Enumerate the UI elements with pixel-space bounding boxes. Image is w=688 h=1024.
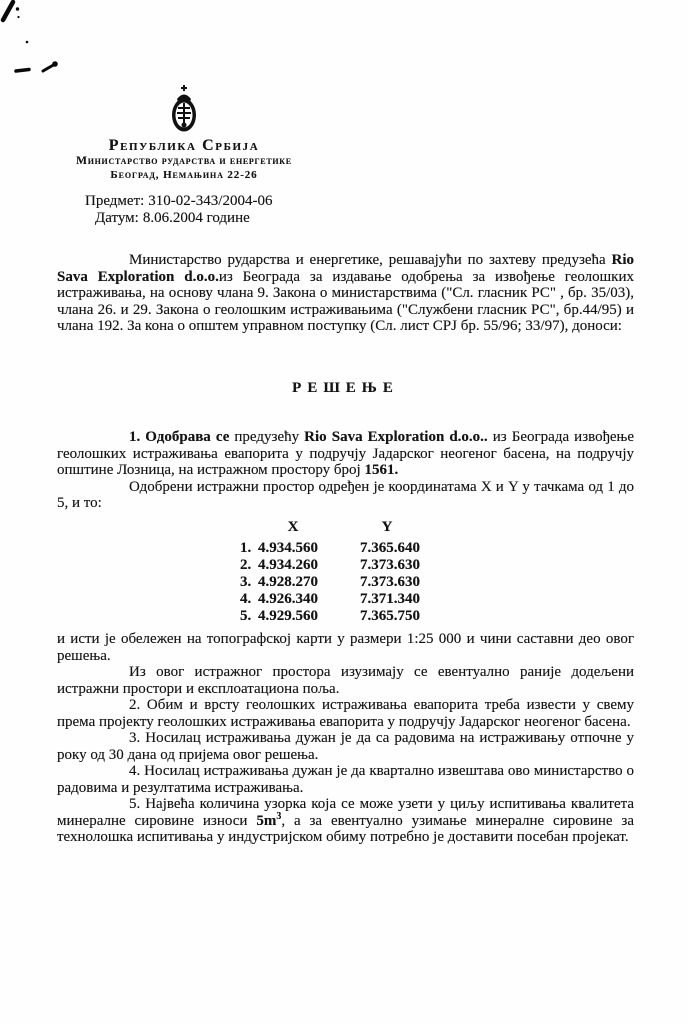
point-number: 4. bbox=[240, 591, 252, 607]
intro-text-1: Министарство рударства и енергетике, решавајући по захтеву предузећа bbox=[129, 252, 612, 268]
table-row bbox=[240, 591, 446, 608]
coordinates-leadin-paragraph: Одобрени истражни простор одређен је координатама X и Y у тачкама од 1 до 5, и то: bbox=[57, 478, 634, 511]
date-line bbox=[85, 210, 272, 227]
ministry-name: Министарство рударства и енергетике bbox=[76, 155, 292, 167]
item5-text-2: , а за евентуално узимање минералне сировине за технолошка испитивања у индустријском обиму потребно је доставити посебан пројекат. bbox=[57, 812, 634, 845]
item1-text-1: предузећу bbox=[229, 429, 305, 445]
sample-quantity-exponent: 3 bbox=[276, 810, 282, 822]
item3-paragraph: 3. Носилац истраживања дужан је да са радовима на истраживању отпочне у року од 30 дана од пријема овог решења. bbox=[57, 730, 634, 763]
y-coordinate: 7.373.630 bbox=[360, 557, 420, 573]
item5-text-1: 5. Највећа количина узорка која се може узети у циљу испитивања квалитета минералне сировине износи bbox=[57, 796, 634, 829]
items-block bbox=[57, 631, 634, 846]
item1-paragraph bbox=[57, 429, 634, 479]
coordinates-table bbox=[240, 519, 446, 625]
intro-paragraph bbox=[57, 252, 634, 335]
y-coordinate: 7.371.340 bbox=[360, 591, 420, 607]
item1-approval-bold: 1. Одобрава се bbox=[129, 429, 230, 445]
subject-number: 310-02-343/2004-06 bbox=[148, 193, 273, 209]
item1-block bbox=[57, 429, 634, 512]
x-coordinate: 4.929.560 bbox=[258, 608, 318, 624]
coords-x-header: X bbox=[287, 519, 299, 535]
date-value: 8.06.2004 године bbox=[142, 210, 250, 226]
intro-block bbox=[57, 252, 634, 335]
point-number: 3. bbox=[240, 574, 252, 590]
x-coordinate: 4.926.340 bbox=[258, 591, 318, 607]
x-coordinate: 4.934.260 bbox=[258, 557, 318, 573]
subject-label: Предмет: bbox=[85, 193, 145, 209]
sample-quantity bbox=[256, 810, 282, 829]
coords-y-header: Y bbox=[381, 519, 393, 535]
company-name: Rio Sava Exploration d.o.o. bbox=[57, 252, 634, 285]
exploration-area-number: 1561. bbox=[364, 462, 399, 478]
point-number: 2. bbox=[240, 557, 252, 573]
table-row bbox=[240, 608, 446, 625]
letterhead bbox=[34, 85, 334, 181]
exclusion-paragraph: Из овог истражног простора изузимају се евентуално раније додељени истражни простори и експлоатациона поља. bbox=[57, 664, 634, 697]
coat-of-arms-icon bbox=[170, 85, 198, 133]
y-coordinate: 7.365.640 bbox=[360, 540, 420, 556]
item1-text-2: из Београда извођење геолошких истраживања евапорита у подручју Јадарског неогеног басена, на подручју општине Лозница, на истражном простору број bbox=[57, 429, 634, 478]
decision-title: РЕШЕЊЕ bbox=[292, 380, 399, 396]
point-number: 5. bbox=[240, 608, 252, 624]
item5-paragraph bbox=[57, 796, 634, 846]
coords-header-row bbox=[240, 519, 446, 536]
item2-paragraph: 2. Обим и врсту геолошких истраживања евапорита треба извести у свему према пројекту геолошких истраживања евапорита у подручју Јадарског неогеног басена. bbox=[57, 697, 634, 730]
table-row bbox=[240, 540, 446, 557]
date-label: Датум: bbox=[95, 210, 139, 226]
intro-text-2: из Београда за издавање одобрења за извођење геолошких истраживања, на основу члана 9. Закона о министарствима ("Сл. гласник РС" , бр. 35/03), члана 26. и 29. Закона о геолошким истраживањима ("Службени гласник РС", бр.44/95) и члана 192. За кона о општем управном поступку (Сл. лист СРЈ бр. 55/96; 33/97), доноси: bbox=[57, 268, 634, 334]
table-row bbox=[240, 557, 446, 574]
table-row bbox=[240, 574, 446, 591]
x-coordinate: 4.934.560 bbox=[258, 540, 318, 556]
company-name: Rio Sava Exploration d.o.o.. bbox=[304, 429, 488, 445]
y-coordinate: 7.365.750 bbox=[360, 608, 420, 624]
x-coordinate: 4.928.270 bbox=[258, 574, 318, 590]
y-coordinate: 7.373.630 bbox=[360, 574, 420, 590]
item4-paragraph: 4. Носилац истраживања дужан је да квартално извештава ово министарство о радовима и резултатима истраживања. bbox=[57, 763, 634, 796]
ministry-address: Београд, Немањина 22-26 bbox=[110, 169, 258, 181]
point-number: 1. bbox=[240, 540, 252, 556]
republic-name: Република Србија bbox=[108, 137, 260, 154]
case-block bbox=[85, 193, 272, 227]
coords-header-spacer bbox=[240, 519, 258, 536]
map-note-paragraph: и исти је обележен на топографској карти у размери 1:25 000 и чини саставни део овог решења. bbox=[57, 631, 634, 664]
subject-line bbox=[85, 193, 272, 210]
sample-quantity-value: 5m bbox=[256, 812, 277, 829]
